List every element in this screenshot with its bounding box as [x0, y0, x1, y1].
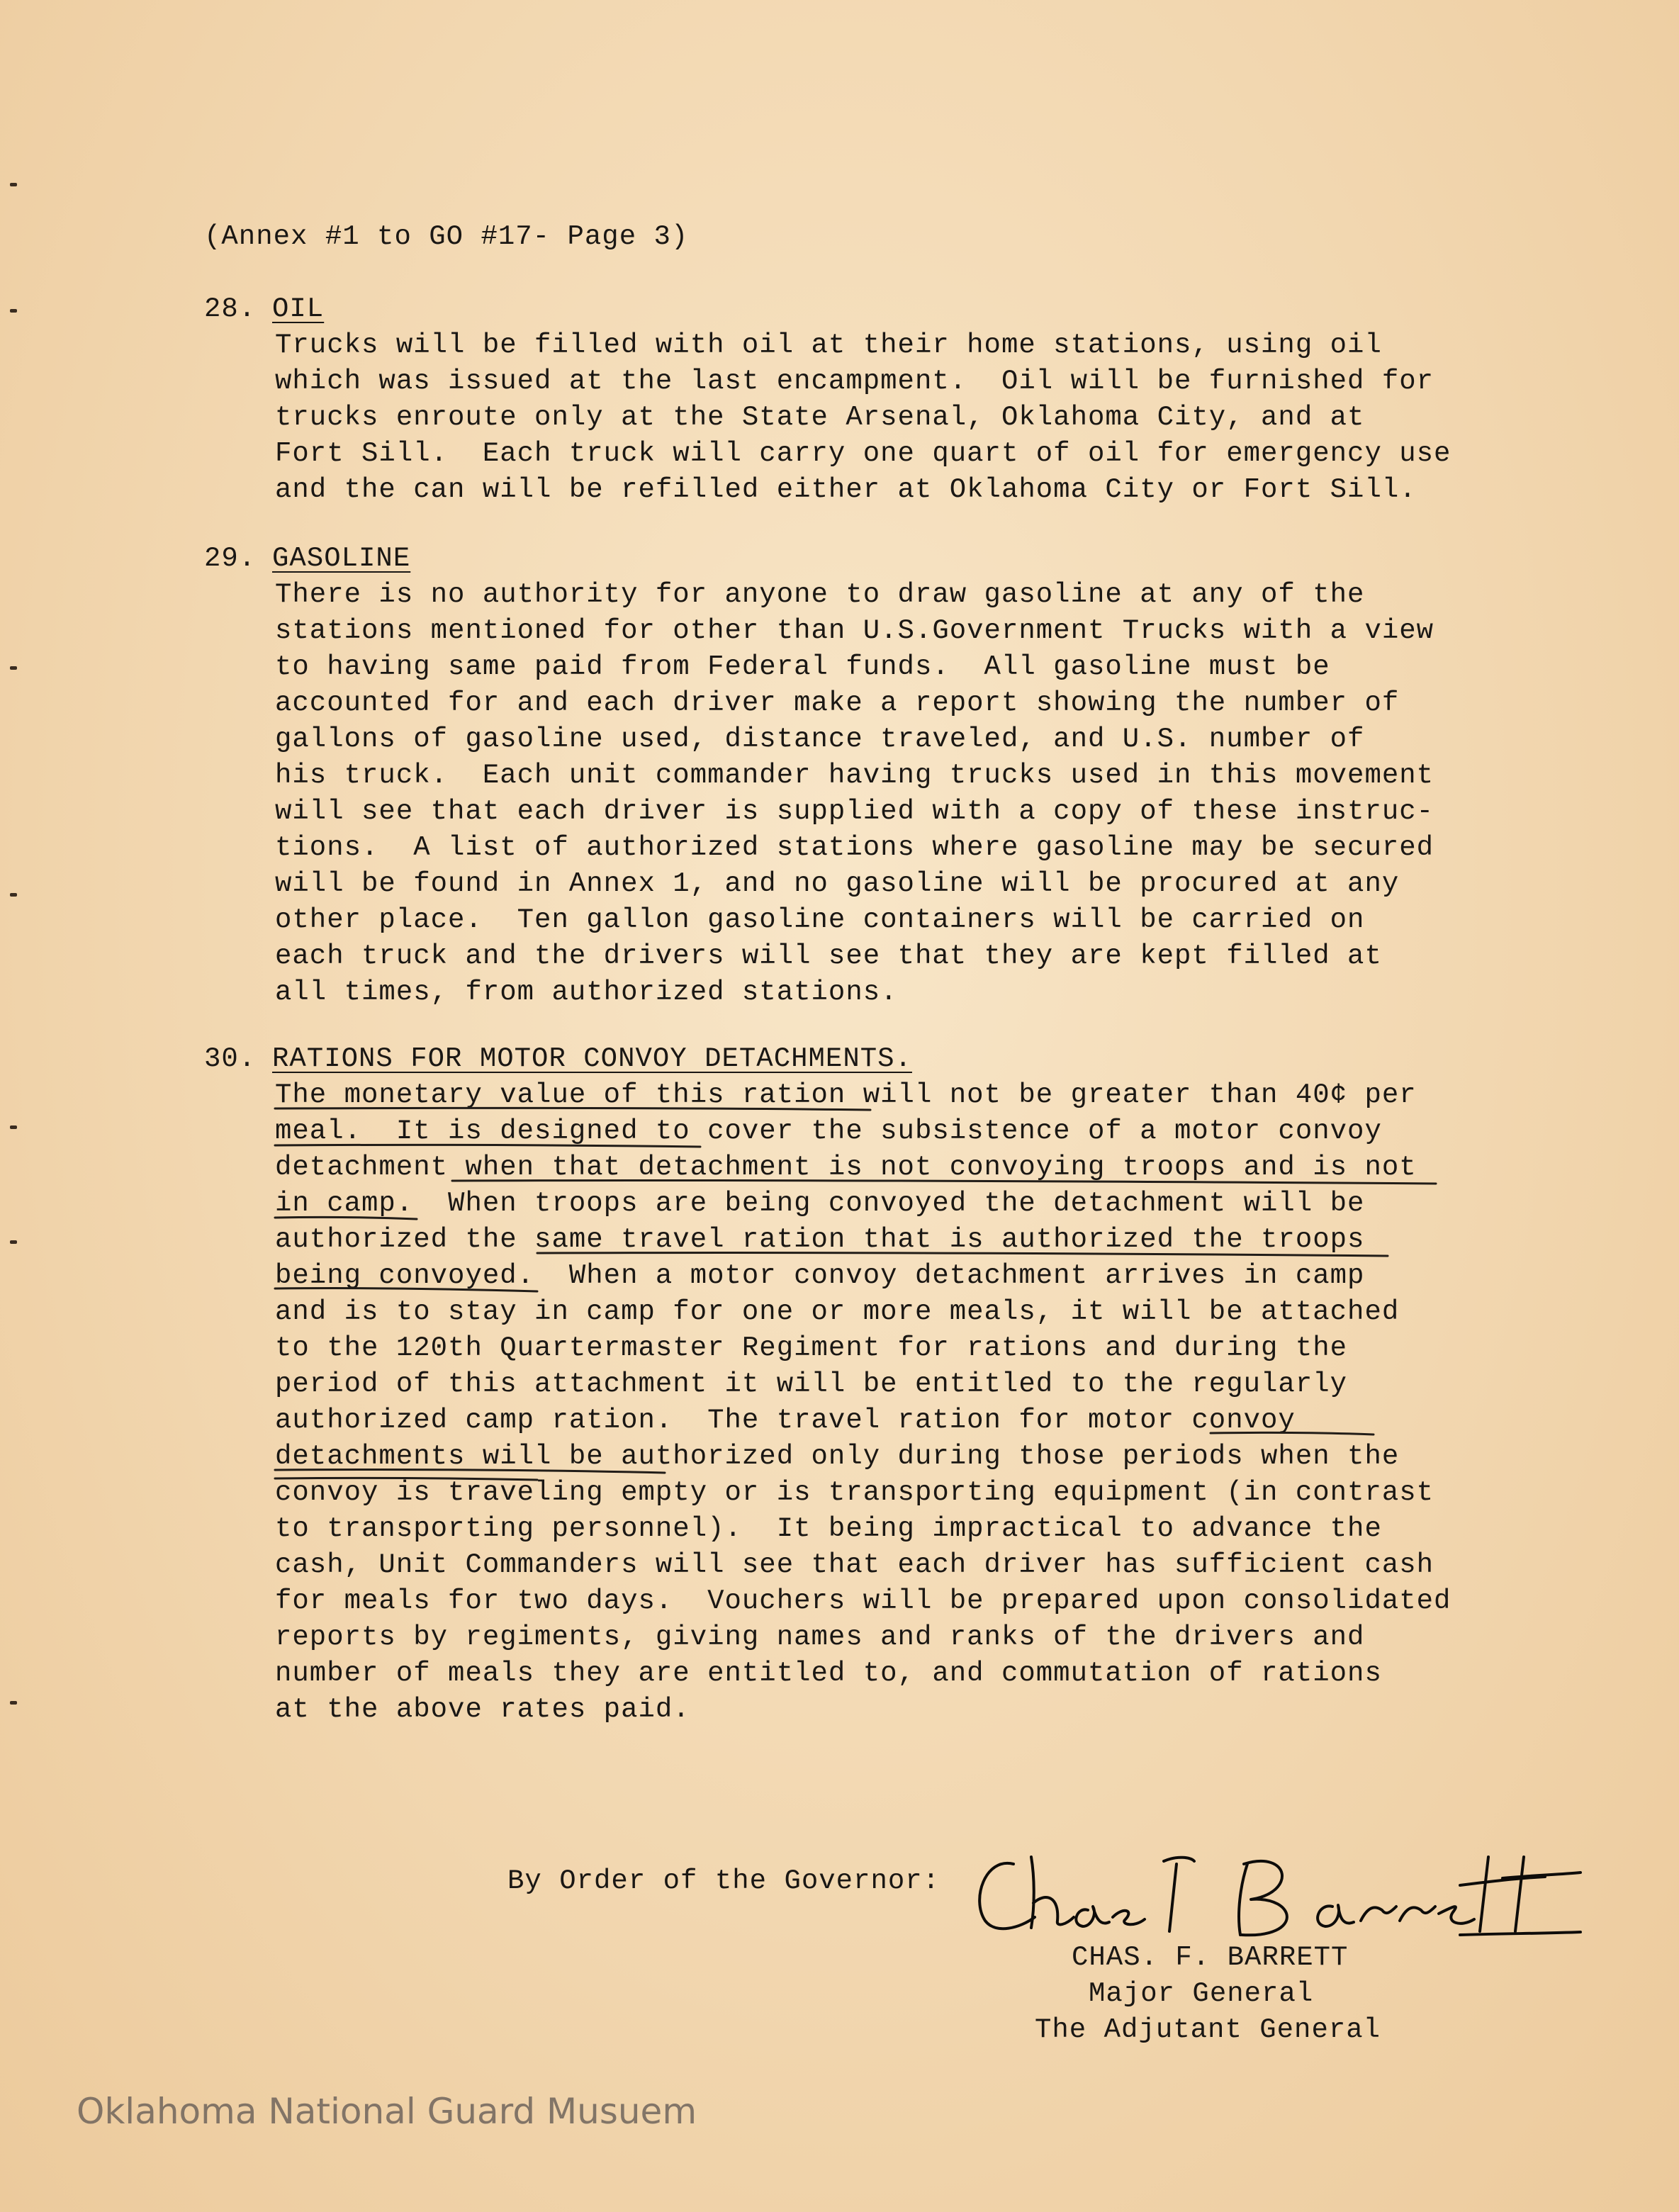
text-line: detachments will be authorized only during those periods when the — [275, 1441, 1400, 1472]
underline-stroke — [537, 1253, 1388, 1257]
edge-mark — [10, 183, 17, 186]
edge-mark — [10, 309, 17, 313]
text-line: convoy is traveling empty or is transporting equipment (in contrast — [275, 1477, 1434, 1508]
underline-stroke — [275, 1217, 417, 1219]
section-heading — [204, 543, 1494, 574]
text-line: to having same paid from Federal funds. All gasoline must be — [275, 651, 1330, 683]
edge-mark — [10, 893, 17, 897]
underline-stroke — [275, 1478, 537, 1480]
text-line: reports by regiments, giving names and ranks of the drivers and — [275, 1622, 1365, 1653]
text-line: authorized camp ration. The travel ration for motor convoy — [275, 1405, 1296, 1436]
text-line: his truck. Each unit commander having trucks used in this movement — [275, 760, 1434, 791]
handwritten-underlines — [204, 1043, 1551, 1752]
text-line: number of meals they are entitled to, and commutation of rations — [275, 1658, 1382, 1689]
section-30-rations — [204, 1043, 1494, 1728]
text-line: being convoyed. When a motor convoy detachment arrives in camp — [275, 1260, 1365, 1291]
by-order-line: By Order of the Governor: — [507, 1865, 940, 1897]
underline-stroke — [275, 1470, 665, 1473]
edge-mark — [10, 1240, 17, 1244]
section-body — [275, 327, 1494, 508]
underline-stroke — [275, 1289, 537, 1292]
text-line: period of this attachment it will be entitled to the regularly — [275, 1369, 1348, 1400]
edge-mark — [10, 1701, 17, 1705]
text-line: will be found in Annex 1, and no gasoline will be procured at any — [275, 868, 1400, 899]
text-line: to transporting personnel). It being impractical to advance the — [275, 1513, 1382, 1544]
text-line: authorized the same travel ration that is authorized the troops — [275, 1224, 1365, 1255]
text-line: which was issued at the last encampment. Oil will be furnished for — [275, 366, 1434, 397]
section-heading — [204, 293, 1494, 325]
text-line: and is to stay in camp for one or more meals, it will be attached — [275, 1296, 1400, 1327]
underline-stroke — [1211, 1432, 1374, 1435]
text-line: There is no authority for anyone to draw gasoline at any of the — [275, 579, 1365, 610]
text-line: gallons of gasoline used, distance traveled, and U.S. number of — [275, 724, 1365, 755]
text-line: Trucks will be filled with oil at their home stations, using oil — [275, 330, 1382, 361]
museum-watermark: Oklahoma National Guard Musuem — [77, 2091, 697, 2132]
text-line: and the can will be refilled either at Oklahoma City or Fort Sill. — [275, 474, 1417, 505]
edge-mark — [10, 1125, 17, 1129]
section-number: 29. — [204, 543, 257, 574]
text-line: meal. It is designed to cover the subsistence of a motor convoy — [275, 1116, 1382, 1147]
section-title: GASOLINE — [272, 543, 411, 574]
section-title: OIL — [272, 293, 325, 325]
signer-office: The Adjutant General — [1035, 2014, 1381, 2045]
text-line: trucks enroute only at the State Arsenal, Oklahoma City, and at — [275, 402, 1365, 433]
section-title: RATIONS FOR MOTOR CONVOY DETACHMENTS. — [272, 1043, 912, 1074]
signature-image — [964, 1836, 1588, 1956]
section-number: 30. — [204, 1043, 257, 1074]
text-line: detachment when that detachment is not convoying troops and is not — [275, 1152, 1417, 1183]
section-29-gasoline — [204, 543, 1494, 1011]
underline-stroke — [452, 1181, 1436, 1184]
section-body — [275, 577, 1494, 1011]
section-number: 28. — [204, 293, 257, 325]
text-line: cash, Unit Commanders will see that each driver has sufficient cash — [275, 1549, 1434, 1581]
text-line: The monetary value of this ration will not be greater than 40¢ per — [275, 1079, 1417, 1111]
text-line: all times, from authorized stations. — [275, 977, 898, 1008]
text-line: tions. A list of authorized stations where gasoline may be secured — [275, 832, 1434, 863]
text-line: other place. Ten gallon gasoline containers will be carried on — [275, 904, 1365, 936]
text-line: will see that each driver is supplied with a copy of these instruc- — [275, 796, 1434, 827]
page-header: (Annex #1 to GO #17- Page 3) — [204, 221, 689, 252]
text-line: Fort Sill. Each truck will carry one quart of oil for emergency use — [275, 438, 1451, 469]
signer-rank: Major General — [1089, 1978, 1314, 2009]
text-line: to the 120th Quartermaster Regiment for rations and during the — [275, 1332, 1348, 1364]
text-line: each truck and the drivers will see that they are kept filled at — [275, 941, 1382, 972]
text-line: in camp. When troops are being convoyed the detachment will be — [275, 1188, 1365, 1219]
underline-stroke — [275, 1145, 700, 1147]
text-line: accounted for and each driver make a report showing the number of — [275, 687, 1400, 719]
signer-name: CHAS. F. BARRETT — [1072, 1942, 1349, 1973]
text-line: at the above rates paid. — [275, 1694, 690, 1725]
edge-mark — [10, 666, 17, 670]
underline-stroke — [275, 1108, 870, 1110]
section-28-oil — [204, 293, 1494, 508]
text-line: stations mentioned for other than U.S.Government Trucks with a view — [275, 615, 1434, 646]
text-line: for meals for two days. Vouchers will be prepared upon consolidated — [275, 1585, 1451, 1617]
